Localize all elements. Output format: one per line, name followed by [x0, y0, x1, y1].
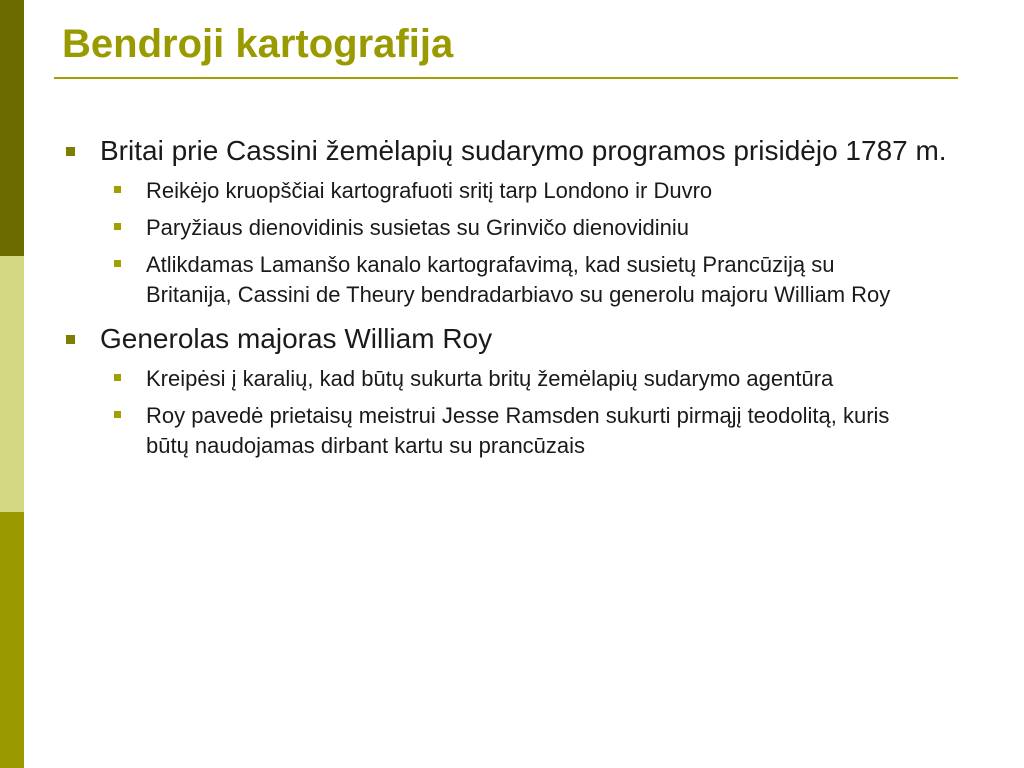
sub-bullet-item: [62, 364, 926, 394]
square-bullet-icon: [114, 260, 121, 267]
sub-bullet-list: [62, 176, 962, 310]
side-accent-bar-bottom: [0, 512, 24, 768]
sub-bullet-item: [62, 401, 926, 461]
slide-content: [62, 134, 962, 473]
sub-bullet-text: Paryžiaus dienovidinis susietas su Grinvičo dienovidiniu: [146, 215, 689, 240]
sub-bullet-text: Reikėjo kruopščiai kartografuoti sritį tarp Londono ir Duvro: [146, 178, 713, 203]
bullet-item: [62, 322, 962, 356]
bullet-text: Britai prie Cassini žemėlapių sudarymo programos prisidėjo 1787 m.: [100, 135, 947, 166]
title-underline: [54, 77, 958, 79]
sub-bullet-item: [62, 250, 926, 310]
sub-bullet-item: [62, 176, 926, 206]
sub-bullet-text: Kreipėsi į karalių, kad būtų sukurta britų žemėlapių sudarymo agentūra: [146, 366, 834, 391]
bullet-item: [62, 134, 962, 168]
square-bullet-icon: [114, 186, 121, 193]
sub-bullet-text: Roy pavedė prietaisų meistrui Jesse Ramsden sukurti pirmąjį teodolitą, kuris būtų naudojamas dirbant kartu su prancūzais: [146, 403, 890, 458]
side-accent-bar-top: [0, 0, 24, 256]
sub-bullet-text: Atlikdamas Lamanšo kanalo kartografavimą, kad susietų Prancūziją su Britanija, Cassini de Theury bendradarbiavo su generolu majoru William Roy: [146, 252, 891, 307]
sub-bullet-list: [62, 364, 962, 461]
side-accent-bar-middle: [0, 256, 24, 512]
slide-title: Bendroji kartografija: [62, 22, 454, 66]
sub-bullet-item: [62, 213, 926, 243]
square-bullet-icon: [114, 223, 121, 230]
square-bullet-icon: [66, 335, 75, 344]
square-bullet-icon: [114, 411, 121, 418]
square-bullet-icon: [114, 374, 121, 381]
bullet-text: Generolas majoras William Roy: [100, 323, 493, 354]
square-bullet-icon: [66, 147, 75, 156]
